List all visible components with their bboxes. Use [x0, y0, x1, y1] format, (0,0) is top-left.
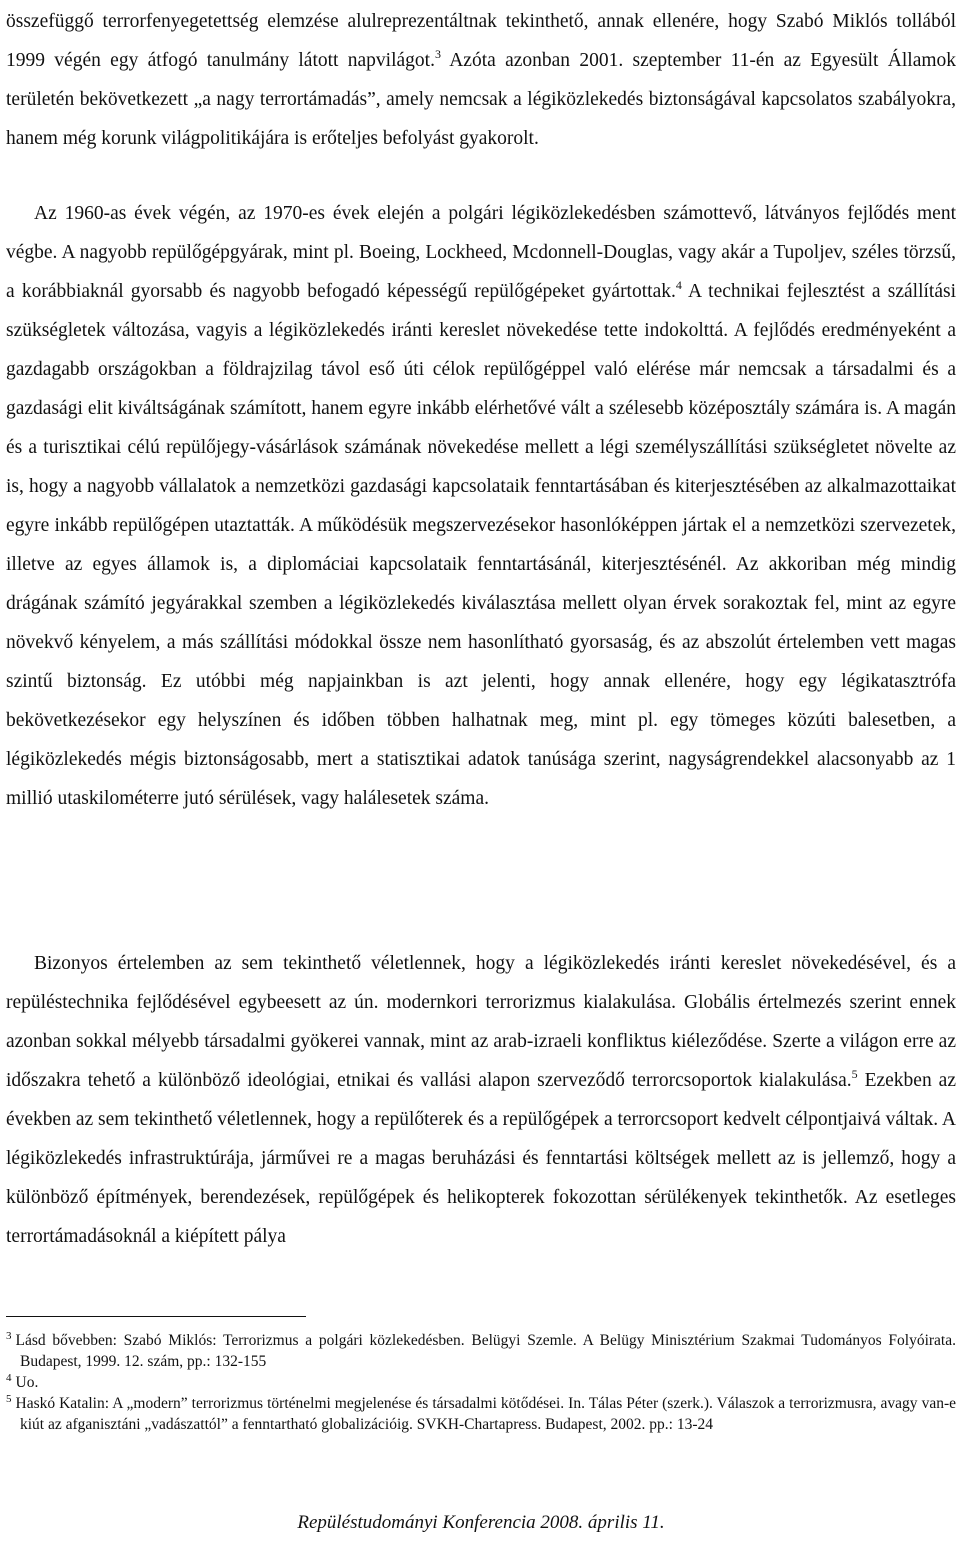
paragraph-3-text-a: Bizonyos értelemben az sem tekinthető véletlennek, hogy a légiközlekedés iránti kereslet növekedésével, és a repüléstechnika fejlődésével egybeesett az ún. modernkori terrorizmus kialakulása. Globális értelmezés szerint ennek azonban sokkal mélyebb társadalmi gyökerei vannak, mint az arab-izraeli konfliktus kiéleződése. Szerte a világon erre az időszakra tehető a különböző ideológiai, etnikai és vallási alapon szerveződő terrorcsoportok kialakulása. [6, 953, 956, 1091]
paragraph-2-text-a: Az 1960-as évek végén, az 1970-es évek elején a polgári légiközlekedésben számottevő, látványos fejlődés ment végbe. A nagyobb repülőgépgyárak, mint pl. Boeing, Lockheed, Mcdonnell-Douglas, vagy akár a Tupoljev, széles törzsű, a korábbiaknál gyorsabb és nagyobb befogadó képességű repülőgépeket gyártottak. [6, 203, 956, 302]
footnote-ref-3[interactable]: 3 [434, 47, 441, 61]
footnote-5 [6, 1393, 956, 1435]
paragraph-3-text-b: Ezekben az években az sem tekinthető véletlennek, hogy a repülőterek és a repülőgépek a terrorcsoport kedvelt célpontjaivá váltak. A légiközlekedés infrastruktúrája, járművei re a magas beruházási és fenntartási költségek mellett az is jellemző, hogy a különböző építmények, berendezések, repülőgépek és helikopterek fokozottan sérülékenyek tekinthetők. Az esetleges terrortámadásoknál a kiépített pálya [6, 1070, 956, 1247]
paragraph-1-text-b: Azóta azonban 2001. szeptember 11-én az Egyesült Államok területén bekövetkezett „a nagy terrortámadás”, amely nemcsak a légiközlekedés biztonságával kapcsolatos szabályokra, hanem még korunk világpolitikájára is erőteljes befolyást gyakorolt. [6, 50, 957, 149]
footnote-4 [6, 1372, 956, 1393]
paragraph-2 [6, 194, 956, 818]
footnote-number: 5 [6, 1393, 12, 1405]
footnote-ref-4[interactable]: 4 [675, 278, 682, 292]
footnote-text: Uo. [15, 1374, 39, 1391]
footnote-number: 3 [6, 1330, 12, 1342]
footnotes [6, 1330, 956, 1435]
footnote-text: Lásd bővebben: Szabó Miklós: Terrorizmus a polgári közlekedésben. Belügyi Szemle. A Belügy Minisztérium Szakmai Tudományos Folyóirata. Budapest, 1999. 12. szám, pp.: 132-155 [15, 1332, 956, 1370]
footnote-text: Haskó Katalin: A „modern” terrorizmus történelmi megjelenése és társadalmi kötődései. In. Tálas Péter (szerk.). Válaszok a terrorizmusra, avagy van-e kiút az afganisztáni „vadászattól” a fenntartható globalizációig. SVKH-Chartapress. Budapest, 2002. pp.: 13-24 [15, 1395, 956, 1433]
page-footer: Repüléstudományi Konferencia 2008. április 11. [297, 1512, 665, 1533]
paragraph-3 [6, 944, 956, 1256]
paragraph-2-text-b: A technikai fejlesztést a szállítási szükségletek változása, vagyis a légiközlekedés iránti kereslet növekedése tette indokolttá. A fejlődés eredményeként a gazdagabb országokban a földrajzilag távol eső úti célok repülőgéppel való elérése már nemcsak a társadalmi és a gazdasági elit kiváltságának számított, hanem egyre inkább elérhetővé vált a szélesebb középosztály számára is. A magán és a turisztikai célú repülőjegy-vásárlások számának növekedése mellett a légi személyszállítási szükségletet növelte az is, hogy a nagyobb vállalatok a nemzetközi gazdasági kapcsolataik fenntartásában és kiterjesztésében az alkalmazottaikat egyre inkább repülőgépen utaztatták. A működésük megszervezésekor hasonlóképpen jártak el a nemzetközi szervezetek, illetve az egyes államok is, a diplomáciai kapcsolataik fenntartásánál, kiterjesztésénél. Az akkoriban még mindig drágának számító jegyárakkal szemben a légiközlekedés kiválasztása mellett olyan érvek sorakoztak fel, mint az egyre növekvő kényelem, a más szállítási módokkal össze nem hasonlítható gyorsaság, és az abszolút értelemben vett magas szintű biztonság. Ez utóbbi még napjainkban is azt jelenti, hogy annak ellenére, hogy egy légikatasztrófa bekövetkezésekor egy helyszínen és időben többen halhatnak meg, mint pl. egy tömeges közúti balesetben, a légiközlekedés mégis biztonságosabb, mert a statisztikai adatok tanúsága szerint, nagyságrendekkel alacsonyabb az 1 millió utaskilométerre jutó sérülések, vagy halálesetek száma. [6, 281, 957, 809]
paragraph-1-text-a: összefüggő terrorfenyegetettség elemzése alulreprezentáltnak tekinthető, annak ellenére, hogy Szabó Miklós tollából 1999 végén egy átfogó tanulmány látott napvilágot. [6, 11, 956, 71]
footnote-divider [6, 1316, 306, 1317]
paragraph-1 [6, 2, 956, 158]
footnote-ref-5[interactable]: 5 [851, 1067, 858, 1081]
footnote-number: 4 [6, 1372, 12, 1384]
footnote-3 [6, 1330, 956, 1372]
